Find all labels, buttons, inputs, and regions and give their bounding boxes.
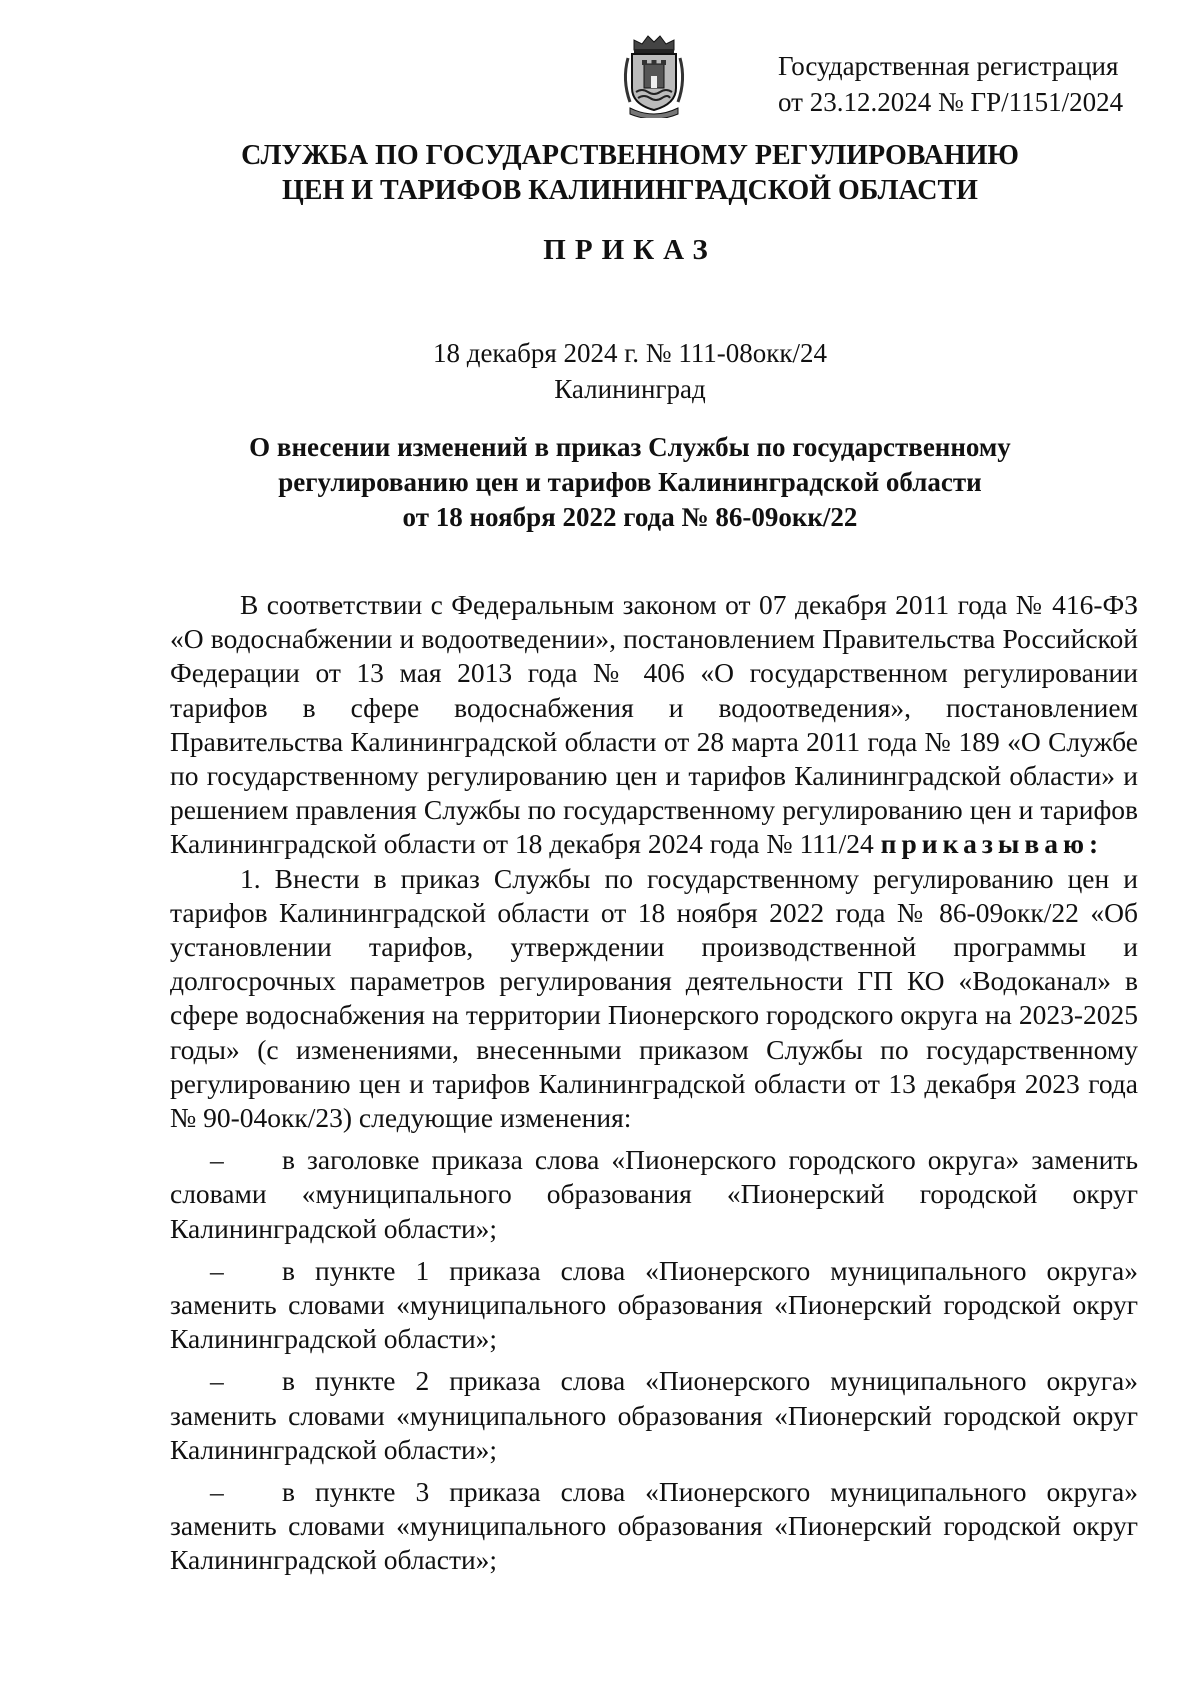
order-city: Калининград — [554, 374, 706, 404]
dash-marker: – — [210, 1365, 224, 1397]
change-item — [170, 1364, 1138, 1467]
dash-marker: – — [210, 1254, 224, 1286]
decree-word: приказываю: — [880, 828, 1104, 860]
coat-of-arms-icon — [620, 30, 688, 118]
change-item — [170, 1254, 1138, 1357]
preamble-text: В соответствии с Федеральным законом от 07 декабря 2011 года № 416-ФЗ «О водоснабжении и водоотведении», постановлением Правительства Российской Федерации от 13 мая 2013 года № 406 «О государственном регулировании тарифов в сфере водоснабжения и водоотведения», постановлением Правительства Калининградской области от 28 марта 2011 года № 189 «О Службе по государственному регулированию цен и тарифов Калининградской области» и решением правления Службы по государственному регулированию цен и тарифов Калининградской области от 18 декабря 2024 года № 111/24 — [170, 589, 1138, 860]
order-date-number: 18 декабря 2024 г. № 111-08окк/24 — [432, 338, 828, 368]
change-item — [170, 1475, 1138, 1578]
subject-line-1: О внесении изменений в приказ Службы по государственному — [249, 432, 1011, 462]
subject-line-2: регулированию цен и тарифов Калининградской области — [278, 467, 982, 497]
agency-title — [0, 138, 1200, 208]
change-item-text: в пункте 3 приказа слова «Пионерского муниципального округа» заменить словами «муниципального образования «Пионерский городской округ Калининградской области»; — [170, 1476, 1138, 1576]
order-subject — [0, 430, 1200, 535]
registration-number: от 23.12.2024 № ГР/1151/2024 — [778, 87, 1124, 117]
change-item-text: в пункте 2 приказа слова «Пионерского муниципального округа» заменить словами «муниципального образования «Пионерский городской округ Калининградской области»; — [170, 1365, 1138, 1465]
document-type: ПРИКАЗ — [543, 234, 717, 266]
registration-label: Государственная регистрация — [778, 51, 1119, 81]
change-item-text: в пункте 1 приказа слова «Пионерского муниципального округа» заменить словами «муниципального образования «Пионерский городской округ Калининградской области»; — [170, 1254, 1138, 1355]
change-item-text: в заголовке приказа слова «Пионерского городского округа» заменить словами «муниципального образования «Пионерский городской округ Калининградской области»; — [170, 1144, 1138, 1244]
dash-marker: – — [210, 1144, 224, 1176]
item-1-paragraph: 1. Внести в приказ Службы по государственному регулированию цен и тарифов Калининградской области от 18 ноября 2022 года № 86-09окк/22 «Об установлении тарифов, утверждении производственной программы и долгосрочных параметров регулирования деятельности ГП КО «Водоканал» в сфере водоснабжения на территории Пионерского городского округа на 2023-2025 годы» (с изменениями, внесенными приказом Службы по государственному регулированию цен и тарифов Калининградской области от 13 декабря 2023 года № 90-04окк/23) следующие изменения: — [170, 862, 1138, 1134]
change-item — [170, 1143, 1138, 1246]
agency-title-line-2: ЦЕН И ТАРИФОВ КАЛИНИНГРАДСКОЙ ОБЛАСТИ — [282, 175, 978, 206]
subject-line-3: от 18 ноября 2022 года № 86-09окк/22 — [402, 502, 858, 532]
registration-stamp — [778, 48, 1123, 120]
date-and-place — [0, 335, 1200, 407]
dash-marker: – — [210, 1476, 224, 1508]
order-body — [170, 588, 1138, 1578]
preamble-paragraph — [170, 588, 1138, 862]
agency-title-line-1: СЛУЖБА ПО ГОСУДАРСТВЕННОМУ РЕГУЛИРОВАНИЮ — [241, 140, 1019, 171]
